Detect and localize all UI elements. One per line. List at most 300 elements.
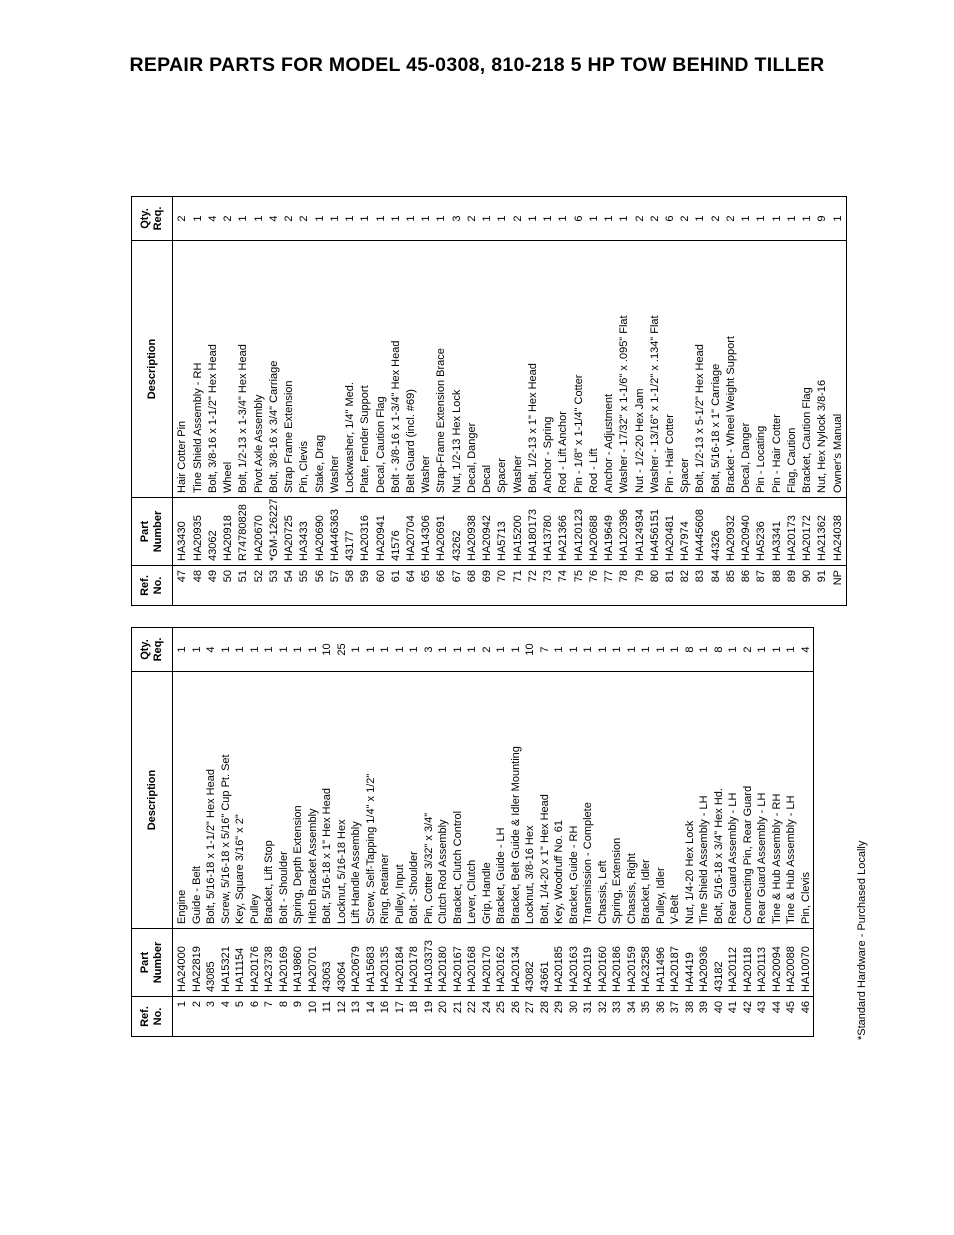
part-number-cell: HA20186 (610, 929, 625, 997)
ref-cell: 3 (204, 997, 219, 1037)
part-number-cell: HA20162 (494, 929, 509, 997)
ref-cell: 12 (335, 997, 350, 1037)
description-cell: Locknut, 5/16-18 Hex (335, 672, 350, 929)
description-cell: Strap-Frame Extension Brace (434, 241, 449, 498)
part-number-cell: HA14306 (419, 498, 434, 566)
table-row (678, 197, 693, 606)
part-number-cell: HA20173 (785, 498, 800, 566)
ref-cell: 74 (556, 566, 571, 606)
table-row (494, 628, 509, 1037)
part-number-cell: HA20918 (221, 498, 236, 566)
description-cell: Ring, Retainer (378, 672, 393, 929)
description-cell: Pin - Hair Cotter (769, 241, 784, 498)
table-row (248, 628, 263, 1037)
ref-cell: 58 (343, 566, 358, 606)
qty-cell: 1 (698, 646, 710, 653)
part-number-cell: HA20481 (663, 498, 678, 566)
table-row (404, 197, 419, 606)
qty-cell: 10 (321, 643, 333, 656)
part-number-cell: HA20163 (567, 929, 582, 997)
description-cell: Bolt, 3/8-16 x 3/4" Carriage (267, 241, 282, 498)
part-number-cell: HA20942 (480, 498, 495, 566)
description-cell: Nut, 1/4-20 Hex Lock (683, 672, 698, 929)
part-number-cell: *GM-126227 (267, 498, 282, 566)
table-row (320, 628, 335, 1037)
table-row (233, 628, 248, 1037)
table-row (297, 197, 312, 606)
table-row (262, 628, 277, 1037)
qty-cell: 1 (596, 646, 609, 653)
qty-cell: 4 (205, 646, 217, 653)
qty-cell: 1 (582, 646, 594, 653)
ref-cell: 55 (297, 566, 312, 606)
description-cell: Hair Cotter Pin (173, 241, 191, 498)
table-row (509, 628, 524, 1037)
qty-cell: 3 (450, 215, 463, 222)
qty-cell: 1 (618, 215, 631, 222)
ref-cell: 10 (306, 997, 321, 1037)
part-number-cell: HA20170 (480, 929, 495, 997)
description-cell: Bracket, Lift Stop (262, 672, 277, 929)
part-number-cell: 43177 (343, 498, 358, 566)
table-row (480, 197, 495, 606)
part-number-cell: HA24000 (173, 929, 190, 997)
qty-cell: 1 (770, 646, 783, 653)
qty-cell: 1 (389, 215, 402, 222)
part-number-cell: HA20688 (586, 498, 601, 566)
table-row (291, 628, 306, 1037)
qty-cell: 1 (328, 215, 341, 222)
description-cell: Key, Woodruff No. 61 (552, 672, 567, 929)
qty-cell: 1 (190, 646, 203, 653)
ref-cell: 85 (724, 566, 739, 606)
description-cell: Nut, 1/2-13 Hex Lock (449, 241, 464, 498)
part-number-cell: 43064 (335, 929, 350, 997)
table-row (639, 628, 654, 1037)
part-number-cell: HA20940 (739, 498, 754, 566)
description-cell: Chassis, Left (596, 672, 611, 929)
table-row (449, 197, 464, 606)
ref-cell: 81 (663, 566, 678, 606)
description-cell: Washer - 13/16" x 1-1/2" x .134" Flat (647, 241, 662, 498)
qty-cell: 1 (408, 646, 420, 653)
ref-cell: 72 (526, 566, 541, 606)
ref-cell: 35 (639, 997, 654, 1037)
header-qty: Qty. Req. (132, 197, 173, 241)
table-row (741, 628, 756, 1037)
qty-cell: 1 (694, 215, 707, 222)
table-row (349, 628, 364, 1037)
ref-cell: 82 (678, 566, 693, 606)
table-row (465, 197, 480, 606)
parts-table-right-panel (131, 197, 847, 606)
part-number-cell: HA20679 (349, 929, 364, 997)
header-description: Description (132, 241, 173, 498)
description-cell: Belt Guard (incl. #69) (404, 241, 419, 498)
description-cell: Decal, Caution Flag (373, 241, 388, 498)
part-number-cell: HA20119 (581, 929, 596, 997)
part-number-cell: HA15200 (510, 498, 525, 566)
description-cell: Anchor - Spring (541, 241, 556, 498)
table-row (663, 197, 678, 606)
part-number-cell: HA3341 (769, 498, 784, 566)
ref-cell: 61 (388, 566, 403, 606)
ref-cell: 31 (581, 997, 596, 1037)
table-row (683, 628, 698, 1037)
table-row (693, 197, 708, 606)
qty-cell: 1 (801, 215, 814, 222)
ref-cell: 77 (602, 566, 617, 606)
ref-cell: 41 (726, 997, 741, 1037)
header-ref: Ref. No. (132, 997, 173, 1037)
ref-cell: 90 (800, 566, 815, 606)
ref-cell: 44 (770, 997, 785, 1037)
part-number-cell: HA20185 (552, 929, 567, 997)
part-number-cell: HA21362 (815, 498, 830, 566)
description-cell: Transmission - Complete (581, 672, 596, 929)
ref-cell: 25 (494, 997, 509, 1037)
header-qty: Qty. Req. (132, 628, 173, 672)
description-cell: Bolt - 3/8-16 x 1-3/4" Hex Head (388, 241, 403, 498)
table-row (815, 197, 830, 606)
part-number-cell: HA120123 (571, 498, 586, 566)
qty-cell: 8 (712, 646, 725, 653)
ref-cell: 24 (480, 997, 495, 1037)
table-row (586, 197, 601, 606)
qty-cell: 1 (176, 646, 188, 653)
ref-cell: 27 (523, 997, 538, 1037)
part-number-cell: HA3433 (297, 498, 312, 566)
description-cell: Pulley, Idler (654, 672, 669, 929)
part-number-cell: R74780828 (236, 498, 251, 566)
qty-cell: 1 (313, 215, 326, 222)
qty-cell: 1 (785, 646, 797, 653)
footnote: *Standard Hardware - Purchased Locally (856, 840, 868, 1040)
qty-cell: 4 (267, 215, 280, 222)
description-cell: Lever, Clutch (465, 672, 480, 929)
description-cell: Strap Frame Extension (282, 241, 297, 498)
part-number-cell: HA5236 (754, 498, 769, 566)
header-part-number: Part Number (132, 498, 173, 566)
part-number-cell: HA20941 (373, 498, 388, 566)
description-cell: V-Belt (668, 672, 683, 929)
qty-cell: 10 (524, 643, 536, 656)
qty-cell: 6 (664, 215, 676, 222)
qty-cell: 2 (298, 215, 311, 222)
qty-cell: 1 (727, 646, 739, 653)
part-number-cell: HA20670 (251, 498, 266, 566)
ref-cell: 86 (739, 566, 754, 606)
qty-cell: 1 (567, 646, 580, 653)
qty-cell: 1 (405, 215, 418, 222)
parts-table-left (131, 627, 814, 1037)
description-cell: Spacer (678, 241, 693, 498)
qty-cell: 4 (799, 646, 812, 653)
qty-cell: 1 (277, 646, 290, 653)
ref-cell: 53 (267, 566, 282, 606)
part-number-cell: HA20932 (724, 498, 739, 566)
table-row (581, 628, 596, 1037)
qty-cell: 1 (420, 215, 433, 222)
qty-cell: 1 (756, 646, 768, 653)
description-cell: Decal, Danger (739, 241, 754, 498)
part-number-cell: HA19649 (602, 498, 617, 566)
qty-cell: 7 (538, 646, 551, 653)
qty-cell: 1 (359, 215, 372, 222)
part-number-cell: HA445608 (693, 498, 708, 566)
table-row (726, 628, 741, 1037)
table-row (769, 197, 784, 606)
description-cell: Nut, Hex Nylock 3/8-16 (815, 241, 830, 498)
part-number-cell: HA20935 (190, 498, 205, 566)
part-number-cell: HA120396 (617, 498, 632, 566)
table-row (190, 628, 205, 1037)
part-number-cell: HA23258 (639, 929, 654, 997)
part-number-cell: 43063 (320, 929, 335, 997)
table-row (312, 197, 327, 606)
qty-cell: 1 (344, 215, 357, 222)
table-row (800, 197, 815, 606)
description-cell: Nut - 1/2-20 Hex Jam (632, 241, 647, 498)
table-row (538, 628, 553, 1037)
table-row (602, 197, 617, 606)
header-part-number: Part Number (132, 929, 173, 997)
ref-cell: 89 (785, 566, 800, 606)
description-cell: Bracket, Guide - RH (567, 672, 582, 929)
description-cell: Bracket, Idler (639, 672, 654, 929)
part-number-cell: HA15683 (364, 929, 379, 997)
part-number-cell: HA103373 (422, 929, 437, 997)
table-row (407, 628, 422, 1037)
ref-cell: 9 (291, 997, 306, 1037)
description-cell: Bolt, 1/2-13 x 1" Hex Head (526, 241, 541, 498)
qty-cell: 2 (283, 215, 296, 222)
qty-cell: 1 (393, 646, 406, 653)
ref-cell: 2 (190, 997, 205, 1037)
part-number-cell: HA20167 (451, 929, 466, 997)
ref-cell: 54 (282, 566, 297, 606)
table-row (495, 197, 510, 606)
description-cell: Tine Shield Assembly - RH (190, 241, 205, 498)
qty-cell: 1 (466, 646, 478, 653)
part-number-cell: 43661 (538, 929, 553, 997)
qty-cell: 1 (248, 646, 261, 653)
table-row (173, 628, 190, 1037)
description-cell: Pin, Clevis (297, 241, 312, 498)
description-cell: Pulley, Input (393, 672, 408, 929)
part-number-cell: HA20704 (404, 498, 419, 566)
part-number-cell: HA11496 (654, 929, 669, 997)
ref-cell: 16 (378, 997, 393, 1037)
description-cell: Key, Square 3/16" x 2" (233, 672, 248, 929)
description-cell: Rear Guard Assembly - LH (726, 672, 741, 929)
parts-table-left-panel (131, 628, 812, 1037)
table-row (510, 197, 525, 606)
qty-cell: 1 (785, 215, 798, 222)
qty-cell: 4 (206, 215, 219, 222)
description-cell: Engine (173, 672, 190, 929)
part-number-cell: 41576 (388, 498, 403, 566)
part-number-cell: HA20936 (697, 929, 712, 997)
part-number-cell: HA20113 (755, 929, 770, 997)
qty-cell: 3 (422, 646, 435, 653)
description-cell: Wheel (221, 241, 236, 498)
part-number-cell: HA11154 (233, 929, 248, 997)
description-cell: Grip, Handle (480, 672, 495, 929)
qty-cell: 6 (572, 215, 585, 222)
ref-cell: 78 (617, 566, 632, 606)
description-cell: Pin - Locating (754, 241, 769, 498)
part-number-cell: HA20118 (741, 929, 756, 997)
part-number-cell: HA180173 (526, 498, 541, 566)
table-row (724, 197, 739, 606)
ref-cell: 75 (571, 566, 586, 606)
ref-cell: 33 (610, 997, 625, 1037)
qty-cell: 1 (263, 646, 275, 653)
ref-cell: 19 (422, 997, 437, 1037)
ref-cell: 4 (219, 997, 234, 1037)
qty-cell: 1 (496, 215, 509, 222)
table-row (708, 197, 723, 606)
qty-cell: 1 (542, 215, 555, 222)
part-number-cell: HA20094 (770, 929, 785, 997)
ref-cell: 65 (419, 566, 434, 606)
description-cell: Bracket, Belt Guide & Idler Mounting (509, 672, 524, 929)
description-cell: Lift Handle Assembly (349, 672, 364, 929)
qty-cell: 1 (481, 215, 494, 222)
ref-cell: 17 (393, 997, 408, 1037)
table-row (523, 628, 538, 1037)
table-row (571, 197, 586, 606)
qty-cell: 2 (724, 215, 737, 222)
ref-cell: 8 (277, 997, 292, 1037)
qty-cell: 2 (465, 215, 478, 222)
qty-cell: 1 (770, 215, 783, 222)
ref-cell: 79 (632, 566, 647, 606)
qty-cell: 1 (831, 215, 844, 222)
table-row (419, 197, 434, 606)
part-number-cell: HA20112 (726, 929, 741, 997)
qty-cell: 1 (364, 646, 377, 653)
ref-cell: 37 (668, 997, 683, 1037)
part-number-cell: HA3430 (173, 498, 191, 566)
ref-cell: 22 (465, 997, 480, 1037)
ref-cell: 46 (799, 997, 814, 1037)
description-cell: Washer (510, 241, 525, 498)
ref-cell: 5 (233, 997, 248, 1037)
table-row (251, 197, 266, 606)
qty-cell: 2 (741, 646, 754, 653)
part-number-cell: HA24038 (830, 498, 846, 566)
ref-cell: 42 (741, 997, 756, 1037)
qty-cell: 1 (755, 215, 768, 222)
description-cell: Locknut, 3/8-16 Hex (523, 672, 538, 929)
ref-cell: 57 (327, 566, 342, 606)
ref-cell: 50 (221, 566, 236, 606)
qty-cell: 1 (350, 646, 362, 653)
table-row (697, 628, 712, 1037)
description-cell: Bolt - Shoulder (407, 672, 422, 929)
part-number-cell: HA22819 (190, 929, 205, 997)
table-row (480, 628, 495, 1037)
description-cell: Clutch Rod Assembly (436, 672, 451, 929)
ref-cell: 64 (404, 566, 419, 606)
qty-cell: 9 (816, 215, 829, 222)
description-cell: Lockwasher, 1/4" Med. (343, 241, 358, 498)
ref-cell: 88 (769, 566, 784, 606)
ref-cell: 6 (248, 997, 263, 1037)
ref-cell: 32 (596, 997, 611, 1037)
ref-cell: 14 (364, 997, 379, 1037)
description-cell: Washer - 17/32" x 1-1/6" x .095" Flat (617, 241, 632, 498)
part-number-cell: HA7974 (678, 498, 693, 566)
header-description: Description (132, 672, 173, 929)
description-cell: Rod - Lift (586, 241, 601, 498)
table-row (754, 197, 769, 606)
description-cell: Bolt, 3/8-16 x 1-1/2" Hex Head (206, 241, 221, 498)
part-number-cell: HA20690 (312, 498, 327, 566)
part-number-cell: HA124934 (632, 498, 647, 566)
part-number-cell: HA20172 (800, 498, 815, 566)
qty-cell: 2 (511, 215, 524, 222)
part-number-cell: HA15321 (219, 929, 234, 997)
qty-cell: 25 (335, 643, 348, 656)
part-number-cell: HA446363 (327, 498, 342, 566)
table-row (654, 628, 669, 1037)
description-cell: Spring, Depth Extension (291, 672, 306, 929)
part-number-cell: HA20160 (596, 929, 611, 997)
ref-cell: 51 (236, 566, 251, 606)
part-number-cell: HA4419 (683, 929, 698, 997)
description-cell: Stake, Drag (312, 241, 327, 498)
qty-cell: 1 (509, 646, 522, 653)
qty-cell: 1 (553, 646, 565, 653)
part-number-cell: HA10070 (799, 929, 814, 997)
table-header-row (132, 197, 173, 606)
part-number-cell: HA20159 (625, 929, 640, 997)
part-number-cell: HA20725 (282, 498, 297, 566)
part-number-cell: HA20178 (407, 929, 422, 997)
part-number-cell: 43182 (712, 929, 727, 997)
description-cell: Owner's Manual (830, 241, 846, 498)
qty-cell: 1 (252, 215, 265, 222)
description-cell: Rod - Lift Anchor (556, 241, 571, 498)
table-row (388, 197, 403, 606)
qty-cell: 1 (451, 646, 464, 653)
ref-cell: 7 (262, 997, 277, 1037)
qty-cell: 2 (679, 215, 692, 222)
description-cell: Tine & Hub Assembly - RH (770, 672, 785, 929)
table-row (739, 197, 754, 606)
qty-cell: 1 (625, 646, 638, 653)
description-cell: Bolt, 1/2-13 x 1-3/4" Hex Head (236, 241, 251, 498)
ref-cell: 87 (754, 566, 769, 606)
qty-cell: 1 (603, 215, 616, 222)
table-row (364, 628, 379, 1037)
ref-cell: 56 (312, 566, 327, 606)
qty-cell: 1 (611, 646, 623, 653)
qty-cell: 1 (669, 646, 681, 653)
qty-cell: 2 (648, 215, 661, 222)
part-number-cell: HA20168 (465, 929, 480, 997)
table-row (668, 628, 683, 1037)
ref-cell: 34 (625, 997, 640, 1037)
description-cell: Bolt, 5/16-18 x 1" Carriage (708, 241, 723, 498)
table-row (647, 197, 662, 606)
ref-cell: 68 (465, 566, 480, 606)
table-row (277, 628, 292, 1037)
description-cell: Pin - 1/8" x 1-1/4" Cotter (571, 241, 586, 498)
